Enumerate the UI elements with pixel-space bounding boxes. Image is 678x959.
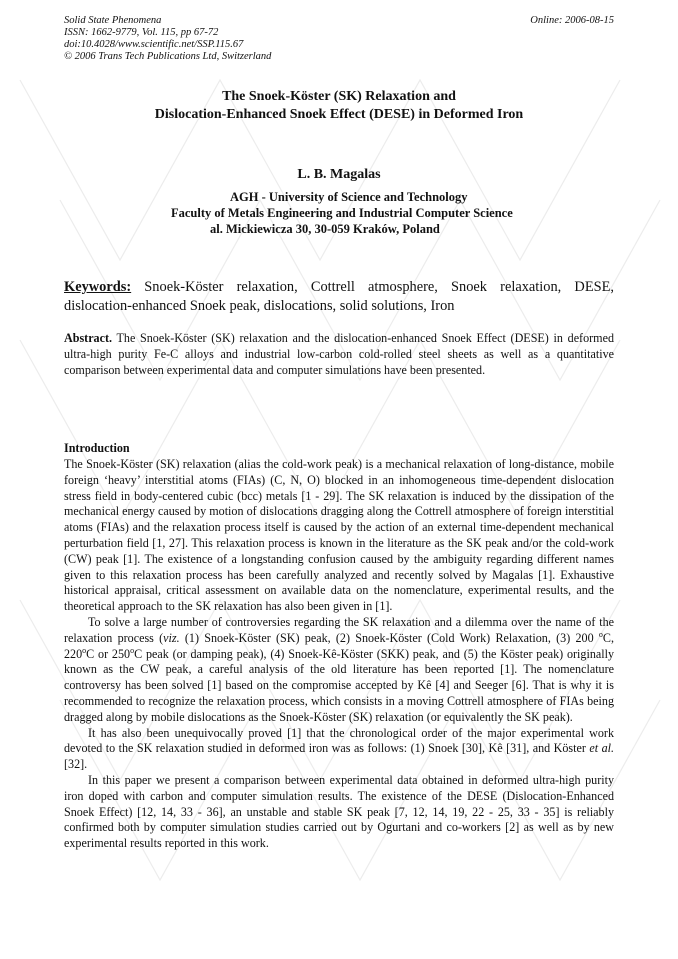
journal-header bbox=[64, 15, 271, 63]
online-date: Online: 2006-08-15 bbox=[530, 15, 614, 26]
paragraph-3 bbox=[64, 726, 614, 773]
et-al-italic: et al. bbox=[589, 741, 615, 756]
abstract-label: Abstract. bbox=[64, 331, 113, 345]
paper-title bbox=[64, 88, 614, 124]
abstract-text: The Snoek-Köster (SK) relaxation and the dislocation-enhanced Snoek Effect (DESE) in deformed ultra-high purity Fe-C alloys and industrial low-carbon cold-rolled steel sheets as well as a quantitative comparison between experimental data and computer simulations have been presented. bbox=[64, 331, 614, 377]
author-name: L. B. Magalas bbox=[297, 167, 381, 182]
affiliation-line-3: al. Mickiewicza 30, 30-059 Kraków, Poland bbox=[210, 222, 440, 236]
degree-sign: o bbox=[130, 645, 135, 655]
keywords bbox=[64, 278, 614, 316]
paragraph-2-part: To solve a large number of controversies regarding the SK relaxation and a dilemma over the name of the relaxation process ( bbox=[64, 614, 614, 645]
abstract bbox=[64, 330, 614, 378]
paragraph-2-part: (1) Snoek-Köster (SK) peak, (2) Snoek-Köster (Cold Work) Relaxation, (3) 200 bbox=[179, 630, 599, 645]
paragraph-1: The Snoek-Köster (SK) relaxation (alias the cold-work peak) is a mechanical relaxation of long-distance, mobile foreign ‘heavy’ interstitial atoms (FIAs) (C, N, O) blocked in an inhomogeneous time-dependent dislocation stress field in body-centered cubic (bcc) metals [1 - 29]. The SK relaxation is induced by the dissipation of the mechanical energy caused by motion of dislocations dragging along the Cottrell atmosphere of foreign interstitial atoms (FIAs) and the relaxation process itself is caused by the action of an external time-dependent mechanical perturbation field [1, 27]. This relaxation process is known in the literature as the SK peak and/or the cold-work (CW) peak [1]. The existence of a longstanding confusion caused by the ambiguity regarding different names given to this relaxation process has been carefully analyzed and recently solved by Magalas [1]. Exhaustive historical appraisal, critical assessment on available data on the nomenclature, experimental results, and the theoretical approach to the SK relaxation has also been given in [1]. bbox=[64, 457, 614, 614]
journal-copyright: © 2006 Trans Tech Publications Ltd, Switzerland bbox=[64, 51, 272, 62]
section-heading-introduction: Introduction bbox=[64, 441, 130, 455]
paragraph-2-part: C peak (or damping peak), (4) Snoek-Kê-Köster (SKK) peak, and (5) the Köster peak) originally known as the CW peak, a careful analysis of the old literature has been reported [1]. The nomenclature controversy has been solved [1] based on the compromise accepted by Kê [4] and Seeger [6]. That is why it is recommended to recognize the relaxation process, which consists in a moving Cottrell atmosphere of FIAs being dragged along by mobile dislocations as the Snoek-Köster (SK) relaxation (or equivalently the SK peak). bbox=[64, 646, 614, 724]
paragraph-3-part: It has also been unequivocally proved [1] that the chronological order of the major experimental work devoted to the SK relaxation studied in deformed iron was as follows: (1) Snoek [30], Kê [31], and Köster bbox=[64, 725, 614, 756]
paragraph-3-part: [32]. bbox=[64, 757, 88, 772]
paragraph-4: In this paper we present a comparison between experimental data obtained in deformed ultra-high purity iron doped with carbon and computer simulation results. The existence of the DESE (Dislocation-Enhanced Snoek Effect) [12, 14, 33 - 36], an unstable and stable SK peak [7, 12, 14, 19, 22 - 25, 33 - 35] is reliably confirmed both by computer simulation studies carried out by Ogurtani and co-workers [2] as well as by new experimental results reported in this work. bbox=[64, 772, 614, 851]
journal-doi[interactable]: doi:10.4028/www.scientific.net/SSP.115.67 bbox=[64, 39, 244, 50]
title-line-1: The Snoek-Köster (SK) Relaxation and bbox=[222, 89, 456, 104]
keywords-text: Snoek-Köster relaxation, Cottrell atmosphere, Snoek relaxation, DESE, dislocation-enhanced Snoek peak, dislocations, solid solutions, Iron bbox=[64, 279, 614, 314]
degree-sign: o bbox=[598, 629, 603, 639]
journal-issn: ISSN: 1662-9779, Vol. 115, pp 67-72 bbox=[64, 27, 219, 38]
introduction-body bbox=[64, 457, 614, 852]
title-line-2: Dislocation-Enhanced Snoek Effect (DESE) in Deformed Iron bbox=[154, 107, 524, 122]
journal-name: Solid State Phenomena bbox=[64, 15, 162, 26]
degree-sign: o bbox=[82, 645, 87, 655]
affiliation-line-1: AGH - University of Science and Technology bbox=[230, 190, 468, 204]
paragraph-2 bbox=[64, 615, 614, 726]
viz-italic: viz. bbox=[163, 630, 180, 645]
paragraph-2-part: C or 250 bbox=[86, 646, 131, 661]
paragraph-2-part: C, 220 bbox=[64, 630, 614, 661]
affiliation-line-2: Faculty of Metals Engineering and Industrial Computer Science bbox=[171, 206, 513, 220]
keywords-label: Keywords: bbox=[64, 279, 132, 295]
